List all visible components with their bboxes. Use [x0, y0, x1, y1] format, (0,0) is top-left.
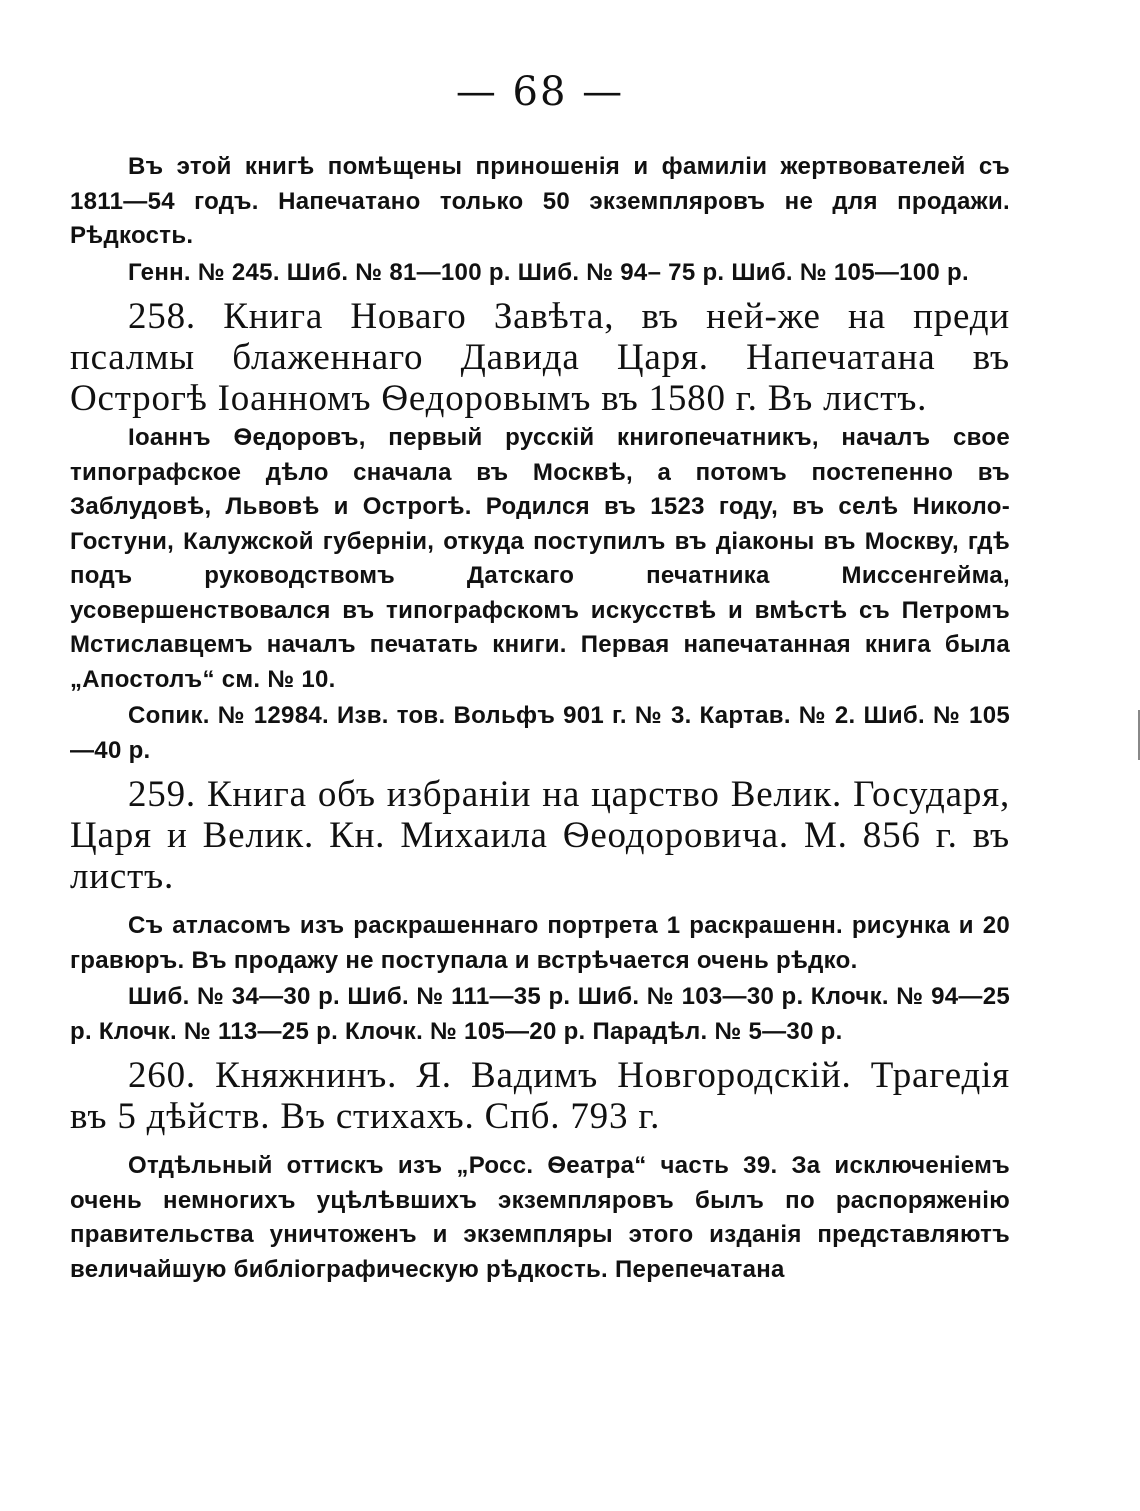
entry-258-prices: Сопик. № 12984. Изв. тов. Вольфъ 901 г. № 3. Картав. № 2. Шиб. № 105—40 р.	[70, 702, 1010, 764]
page-number: — 68 —	[455, 69, 625, 115]
entry-258-title: 258. Книга Новаго Завѣта, въ ней-же на преди псалмы блаженнаго Давида Царя. Напечатана въ Острогѣ Іоанномъ Ѳедоровымъ въ 1580 г. Въ листъ.	[70, 296, 1010, 419]
entry-259-note: Съ атласомъ изъ раскрашеннаго портрета 1 раскрашенн. рисунка и 20 гравюръ. Въ продажу не поступала и встрѣчается очень рѣдко.	[70, 912, 1010, 974]
entry-259-title: 259. Книга объ избраніи на царство Велик. Государя, Царя и Велик. Кн. Михаила Ѳеодоровича. М. 856 г. въ листъ.	[70, 774, 1010, 897]
entry-260-note: Отдѣльный оттискъ изъ „Росс. Ѳеатра“ часть 39. За исключеніемъ очень немногихъ уцѣлѣвшихъ экземпляровъ былъ по распоряженію правительства уничтоженъ и экземпляры этого изданія представляютъ величайшую библіографическую рѣдкость. Перепечатана	[70, 1152, 1010, 1283]
entry-260-title: 260. Княжнинъ. Я. Вадимъ Новгородскій. Трагедія въ 5 дѣйств. Въ стихахъ. Спб. 793 г.	[70, 1055, 1010, 1137]
price-references: Генн. № 245. Шиб. № 81—100 р. Шиб. № 94– 75 р. Шиб. № 105—100 р.	[128, 258, 969, 286]
note-paragraph: Въ этой книгѣ помѣщены приношенія и фамиліи жертвователей съ 1811—54 годъ. Напечатано только 50 экземпляровъ не для продажи. Рѣдкость.	[70, 153, 1010, 249]
entry-258-note: Іоаннъ Ѳедоровъ, первый русскій книгопечатникъ, началъ свое типографское дѣло сначала въ Москвѣ, а потомъ постепенно въ Заблудовѣ, Львовѣ и Острогѣ. Родился въ 1523 году, въ селѣ Николо-Гостуни, Калужской губерніи, откуда поступилъ въ діаконы въ Москву, гдѣ подъ руководствомъ Датскаго печатника Миссенгейма, усовершенствовался въ типографскомъ искусствѣ и вмѣстѣ съ Петромъ Мстиславцемъ началъ печатать книги. Первая напечатанная книга была „Апостолъ“ см. № 10.	[70, 424, 1010, 693]
entry-259-prices: Шиб. № 34—30 р. Шиб. № 111—35 р. Шиб. № 103—30 р. Клочк. № 94—25 р. Клочк. № 113—25 р. Клочк. № 105—20 р. Парадѣл. № 5—30 р.	[70, 983, 1010, 1045]
book-page	[70, 62, 1010, 1287]
